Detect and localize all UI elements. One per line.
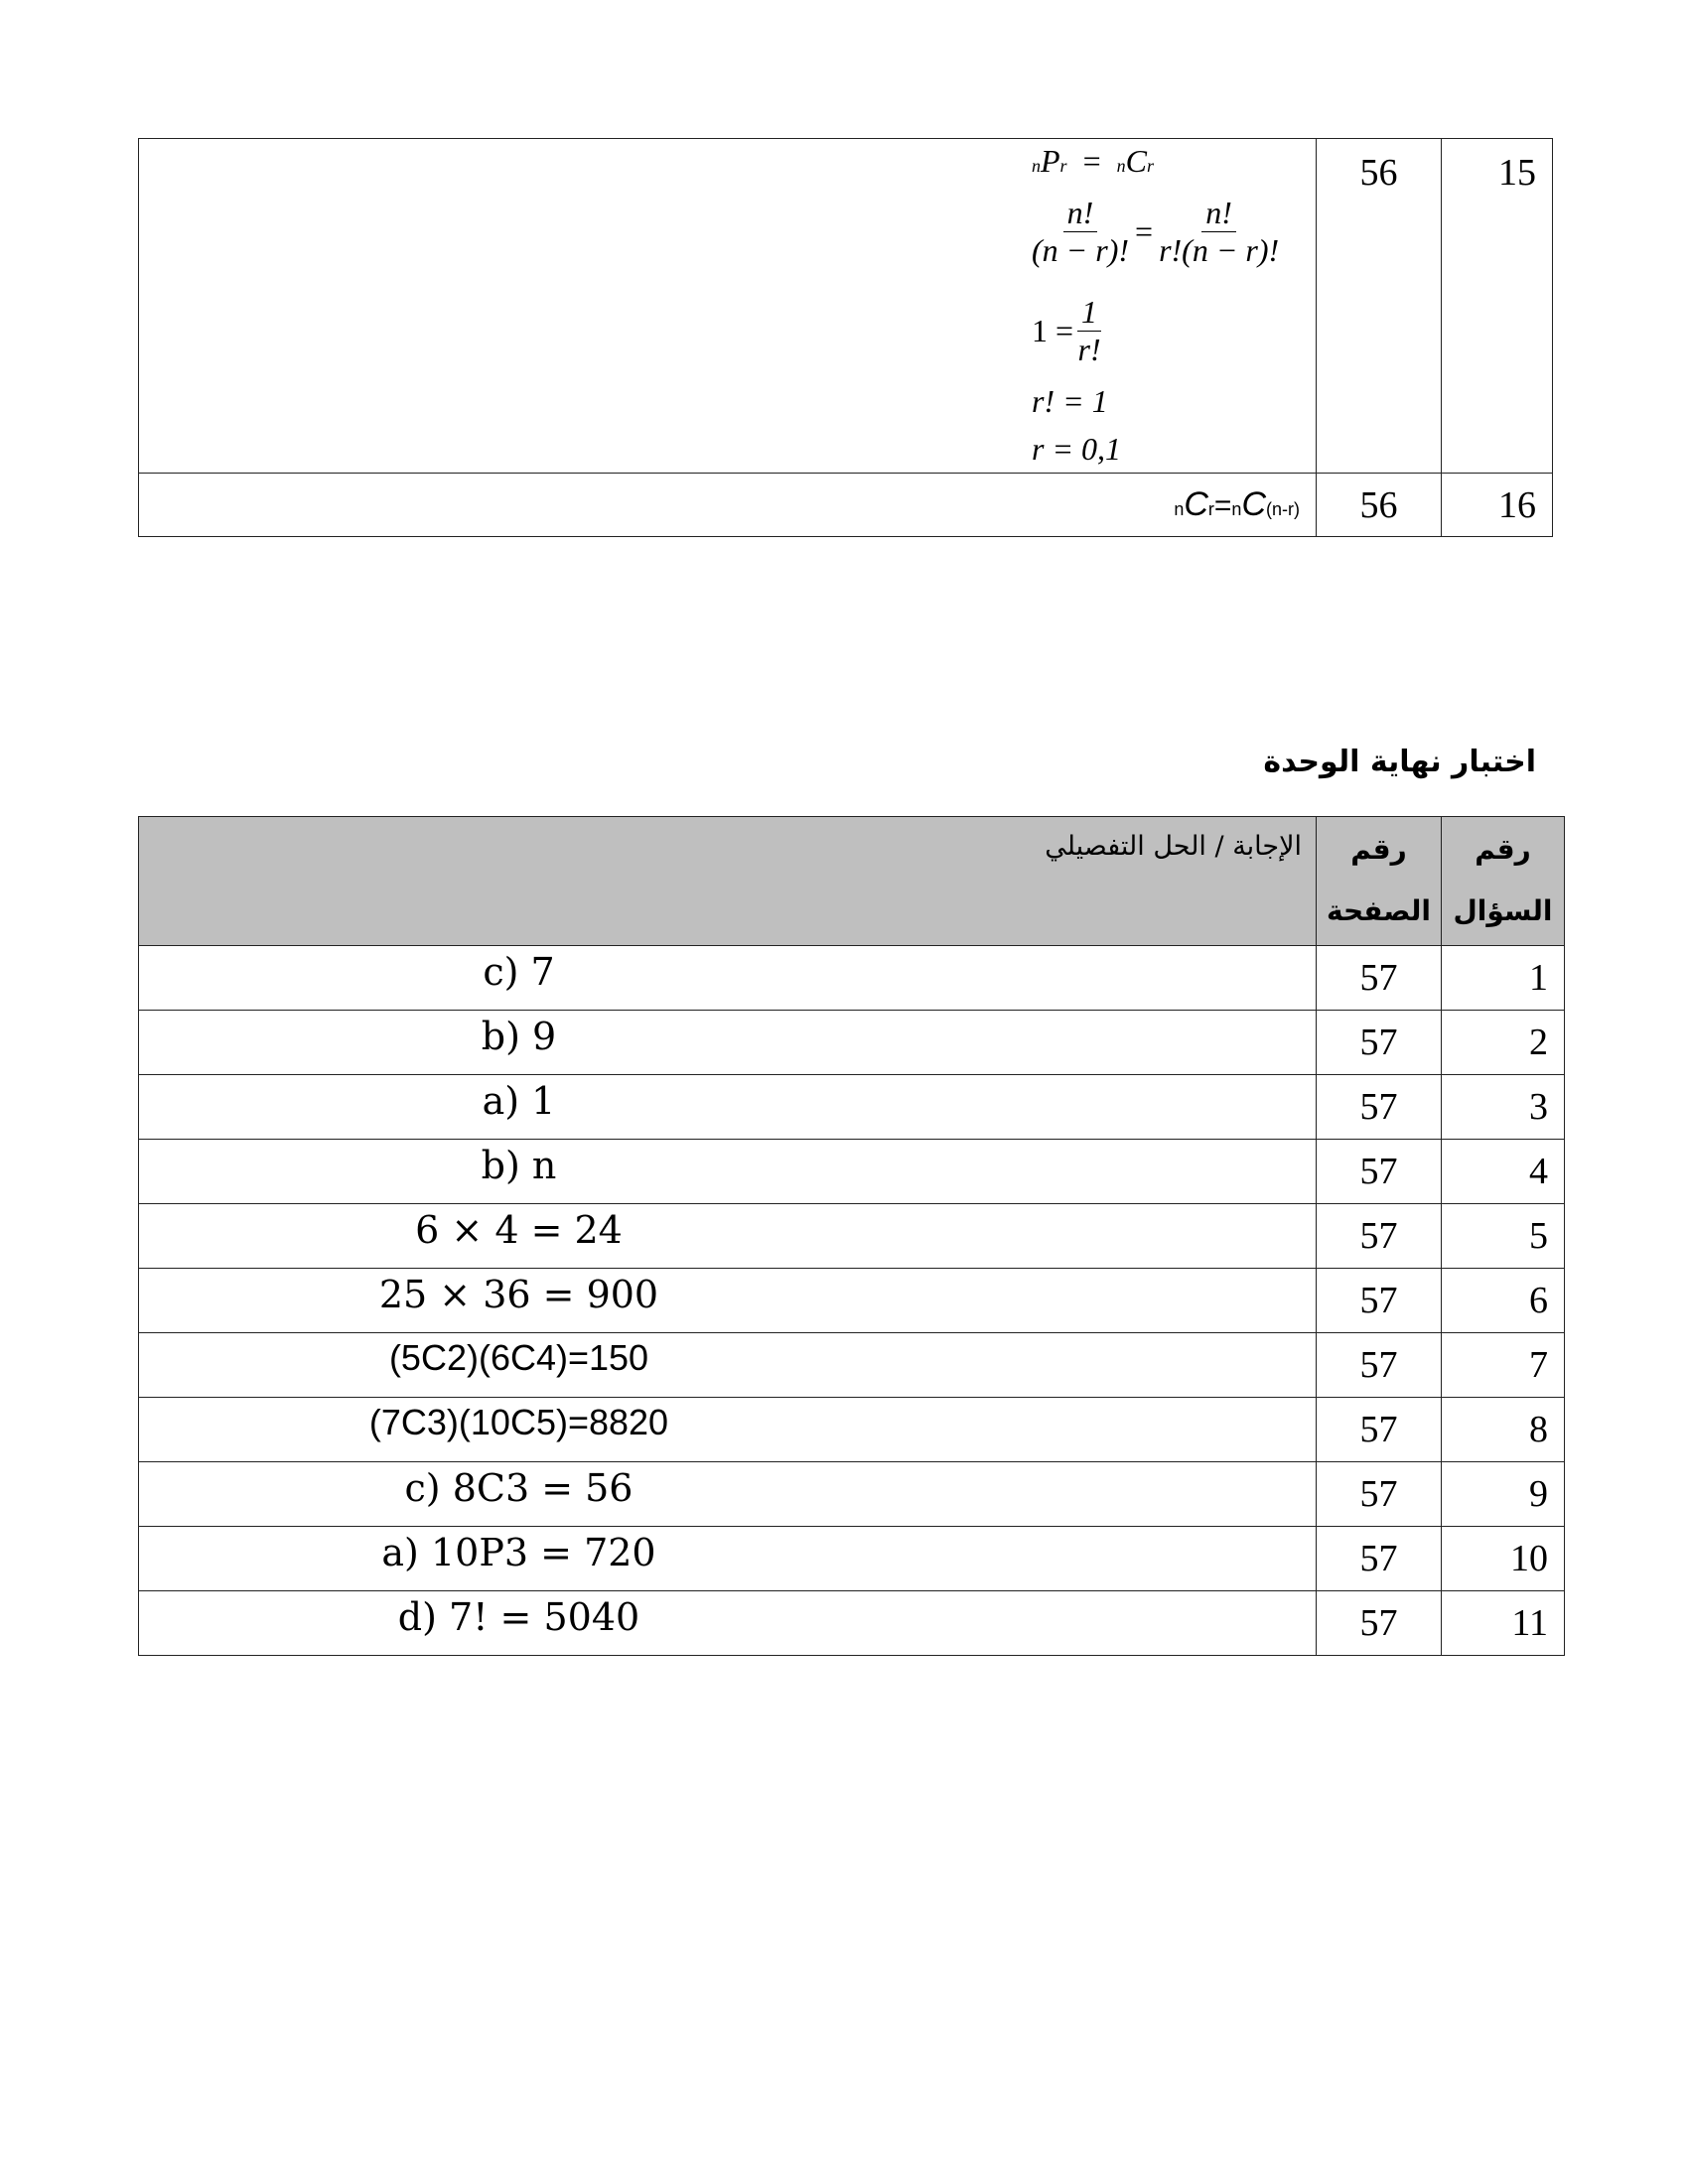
answer-cell: 25 × 36 = 900 [139,1269,1317,1333]
question-number: 7 [1442,1333,1565,1398]
question-number: 4 [1442,1140,1565,1204]
table-row [139,1527,1565,1591]
table-row [139,1462,1565,1527]
formula-line-2: $\frac{n!}{(n - r)!}$ = $\frac{n!}{r!(n - r)!}$ [1032,195,1280,268]
answer-cell [139,139,1317,474]
page-number: 56 [1317,139,1442,474]
header-page: رقم الصفحة [1317,817,1442,946]
table-row [139,1269,1565,1333]
page-number: 57 [1317,946,1442,1011]
question-number: 2 [1442,1011,1565,1075]
page-number: 57 [1317,1140,1442,1204]
answer-cell: a) 1 [139,1075,1317,1140]
question-number: 9 [1442,1462,1565,1527]
question-number: 8 [1442,1398,1565,1462]
table-row [139,1333,1565,1398]
question-number: 5 [1442,1204,1565,1269]
question-number: 15 [1442,139,1553,474]
answer-cell: b) n [139,1140,1317,1204]
answer-cell: nCr=nC(n-r) [139,474,1317,537]
answers-table [138,816,1565,1656]
table-row [139,1398,1565,1462]
question-number: 16 [1442,474,1553,537]
answer-cell: b) 9 [139,1011,1317,1075]
table-row [139,474,1553,537]
answer-cell: a) 10P3 = 720 [139,1527,1317,1591]
question-number: 6 [1442,1269,1565,1333]
table-row [139,1204,1565,1269]
question-number: 3 [1442,1075,1565,1140]
formula-line-4: r! = 1 [1032,383,1108,419]
table-row [139,1011,1565,1075]
page-number: 57 [1317,1398,1442,1462]
table-row [139,1075,1565,1140]
page-number: 57 [1317,1011,1442,1075]
page-number: 57 [1317,1269,1442,1333]
section-heading: اختبار نهاية الوحدة [1263,745,1536,779]
answers-table-continued [138,138,1553,537]
answer-cell: c) 8C3 = 56 [139,1462,1317,1527]
question-number: 1 [1442,946,1565,1011]
page-number: 57 [1317,1204,1442,1269]
header-answer: الإجابة / الحل التفصيلي [139,817,1317,946]
table-row [139,1140,1565,1204]
answer-cell: (7C3)(10C5)=8820 [139,1398,1317,1462]
formula-line-5: r = 0,1 [1032,431,1122,467]
page-number: 57 [1317,1591,1442,1656]
table-header-row [139,817,1565,946]
question-number: 11 [1442,1591,1565,1656]
answer-cell: 6 × 4 = 24 [139,1204,1317,1269]
formula-line-1: nPr = nCr [1032,143,1154,179]
formula-line-3: 1 = $\frac{1}{r!}$ [1032,294,1101,367]
question-number: 10 [1442,1527,1565,1591]
table-row [139,1591,1565,1656]
answer-cell: (5C2)(6C4)=150 [139,1333,1317,1398]
answer-cell: c) 7 [139,946,1317,1011]
page-number: 57 [1317,1075,1442,1140]
table-row [139,946,1565,1011]
table-row [139,139,1553,474]
page-number: 57 [1317,1527,1442,1591]
answer-cell: d) 7! = 5040 [139,1591,1317,1656]
header-question: رقم السؤال [1442,817,1565,946]
page-number: 57 [1317,1333,1442,1398]
page-number: 57 [1317,1462,1442,1527]
page-number: 56 [1317,474,1442,537]
